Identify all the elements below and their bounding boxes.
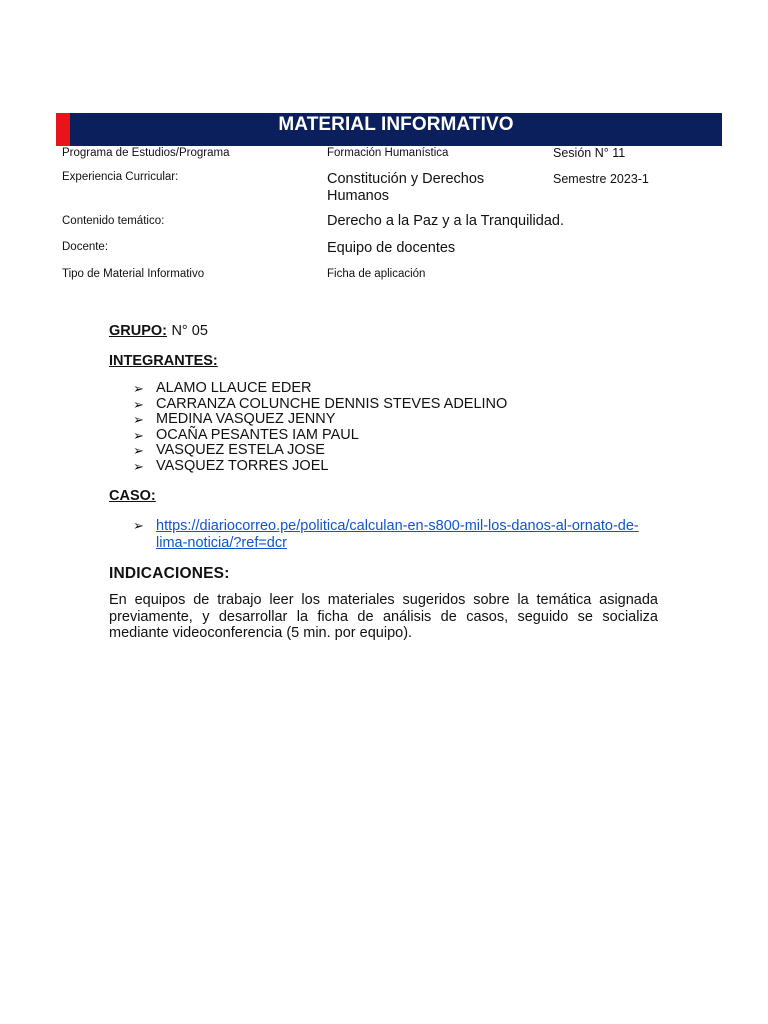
meta-label-contenido: Contenido temático: xyxy=(62,215,165,227)
meta-label-tipo: Tipo de Material Informativo xyxy=(62,268,205,280)
caso-link[interactable]: https://diariocorreo.pe/politica/calculan-en-s800-mil-los-danos-al-ornato-de- lima-noticia/?ref=dcr xyxy=(156,518,639,551)
integrantes-label: INTEGRANTES: xyxy=(109,353,218,369)
arrow-bullet-icon: ➢ xyxy=(133,458,144,474)
caso-heading xyxy=(109,487,658,518)
meta-label-docente: Docente: xyxy=(62,241,109,253)
arrow-bullet-icon: ➢ xyxy=(133,427,144,443)
meta-value-programa: Formación Humanística xyxy=(327,147,449,159)
arrow-bullet-icon: ➢ xyxy=(133,381,144,396)
list-item: ➢ OCAÑA PESANTES IAM PAUL xyxy=(133,426,359,443)
arrow-bullet-icon: ➢ xyxy=(133,412,144,427)
list-item: ➢ VASQUEZ TORRES JOEL xyxy=(133,457,329,474)
meta-row-contenido xyxy=(62,213,722,240)
meta-row-tipo xyxy=(62,267,722,289)
document-title: MATERIAL INFORMATIVO xyxy=(278,114,514,135)
caso-label: CASO: xyxy=(109,488,156,504)
header-bar xyxy=(56,113,722,146)
list-item xyxy=(109,518,658,551)
header-red-accent xyxy=(56,113,70,146)
meta-label-experiencia: Experiencia Curricular: xyxy=(62,171,179,183)
meta-row-docente xyxy=(62,240,722,267)
list-item: ➢ ALAMO LLAUCE EDER xyxy=(133,380,312,396)
indicaciones-heading xyxy=(109,565,658,592)
meta-semestre: Semestre 2023-1 xyxy=(553,172,649,186)
indicaciones-label: INDICACIONES: xyxy=(109,565,230,582)
arrow-bullet-icon: ➢ xyxy=(133,396,144,412)
meta-label-programa: Programa de Estudios/Programa xyxy=(62,147,230,159)
grupo-label: GRUPO: xyxy=(109,323,167,339)
arrow-bullet-icon: ➢ xyxy=(133,518,144,533)
list-item: ➢ MEDINA VASQUEZ JENNY xyxy=(133,411,336,427)
metadata-table xyxy=(62,146,722,289)
integrantes-heading xyxy=(109,352,658,381)
meta-row-experiencia xyxy=(62,170,722,213)
meta-value-tipo: Ficha de aplicación xyxy=(327,268,426,280)
caso-list xyxy=(109,518,658,551)
document-body xyxy=(109,322,658,642)
meta-value-contenido: Derecho a la Paz y a la Tranquilidad. xyxy=(327,213,564,229)
list-item: ➢ CARRANZA COLUNCHE DENNIS STEVES ADELINO xyxy=(133,395,508,412)
list-item: ➢ VASQUEZ ESTELA JOSE xyxy=(133,442,325,458)
grupo-value: N° 05 xyxy=(171,323,208,339)
meta-row-programa xyxy=(62,146,722,170)
grupo-line xyxy=(109,322,658,352)
arrow-bullet-icon: ➢ xyxy=(133,443,144,458)
member-list xyxy=(109,381,658,474)
meta-sesion: Sesión N° 11 xyxy=(553,146,626,160)
meta-value-experiencia: Constitución y Derechos Humanos xyxy=(327,171,485,204)
indicaciones-paragraph: En equipos de trabajo leer los materiales sugeridos sobre la temática asignada previamente, y desarrollar la ficha de análisis de casos, seguido se socializa mediante videoconferencia (5 min. por equipo). xyxy=(109,592,658,641)
meta-value-docente: Equipo de docentes xyxy=(327,240,456,256)
